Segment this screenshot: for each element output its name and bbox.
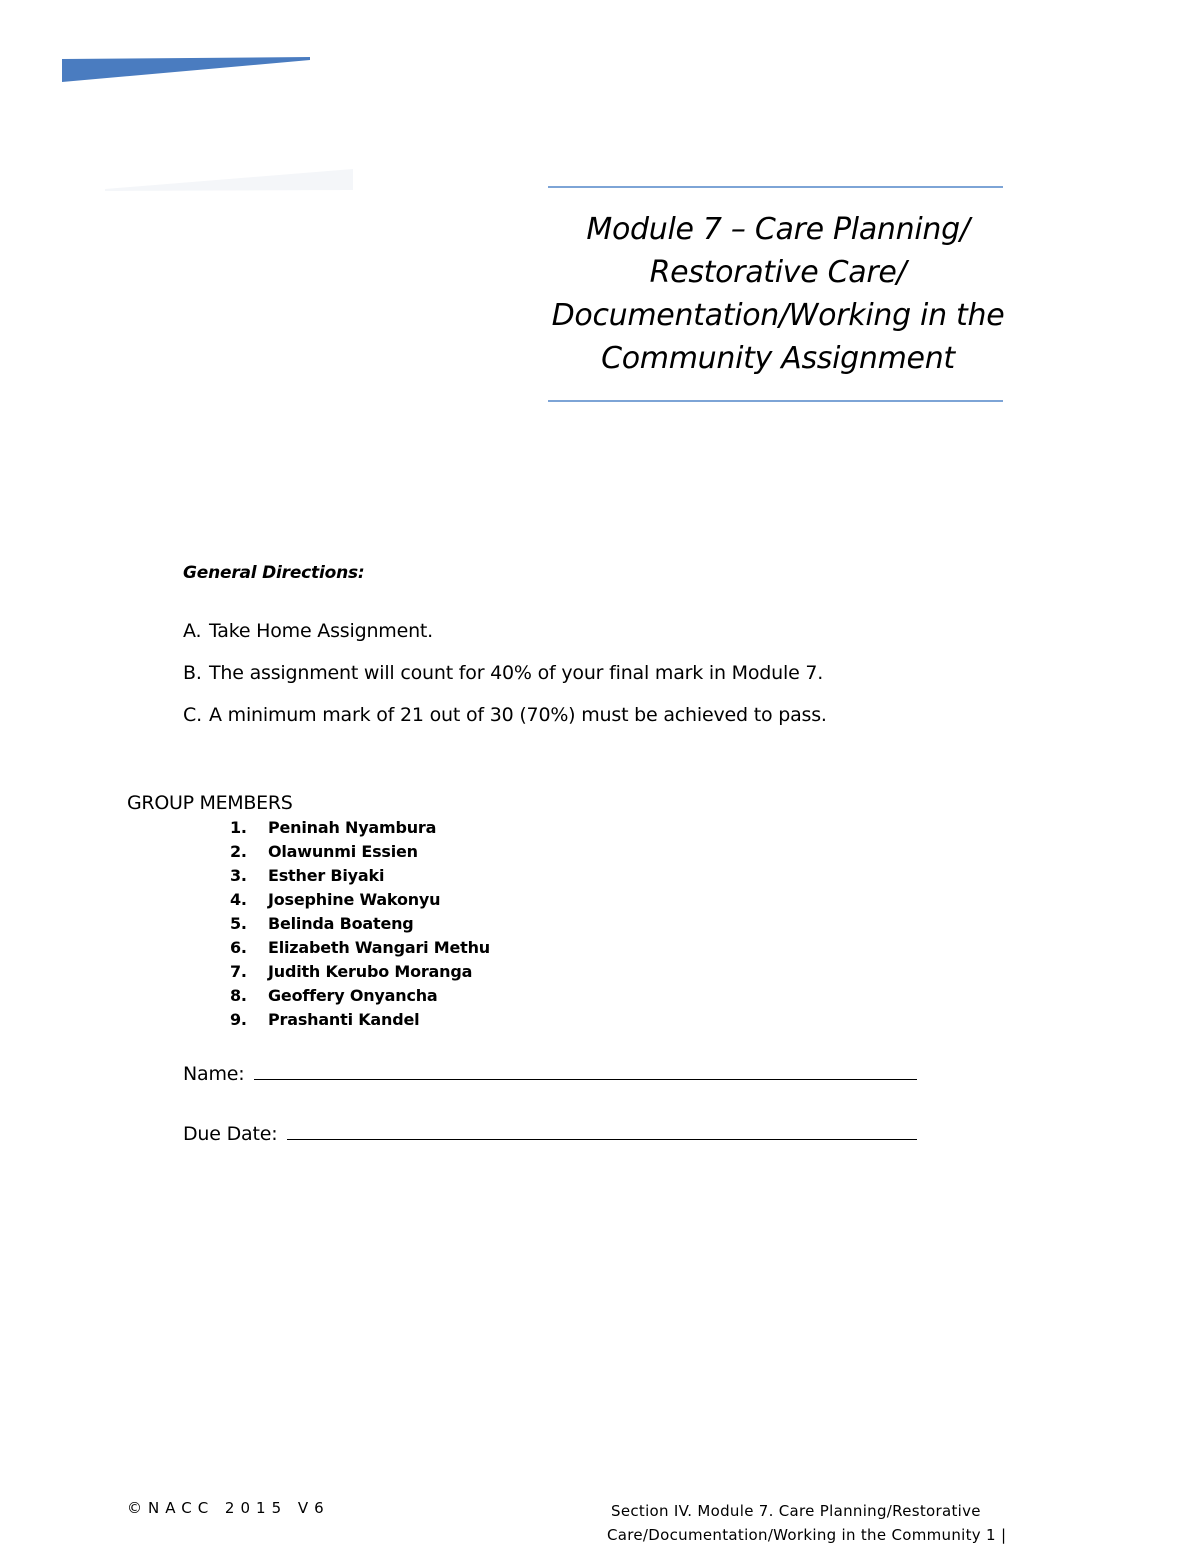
footer-line-2: Care/Documentation/Working in the Community 1 | <box>607 1526 1007 1544</box>
due-date-field <box>183 1123 917 1145</box>
direction-item <box>183 704 827 726</box>
member-name: Josephine Wakonyu <box>268 890 441 909</box>
member-name: Elizabeth Wangari Methu <box>268 938 490 957</box>
list-item <box>230 960 490 984</box>
list-item <box>230 912 490 936</box>
list-item <box>230 888 490 912</box>
list-item <box>230 936 490 960</box>
member-name: Peninah Nyambura <box>268 818 437 837</box>
direction-letter: B. <box>183 662 202 684</box>
logo-banner-shape <box>60 55 315 85</box>
member-number: 8. <box>230 986 247 1005</box>
name-field <box>183 1063 917 1085</box>
footer-copyright: ©NACC 2015 V6 <box>127 1499 330 1517</box>
member-number: 3. <box>230 866 247 885</box>
list-item <box>230 816 490 840</box>
direction-text: The assignment will count for 40% of your final mark in Module 7. <box>209 662 824 684</box>
list-item <box>230 984 490 1008</box>
name-blank-line[interactable] <box>254 1078 917 1080</box>
direction-letter: A. <box>183 620 202 642</box>
due-date-label: Due Date: <box>183 1123 278 1145</box>
direction-text: A minimum mark of 21 out of 30 (70%) must be achieved to pass. <box>209 704 827 726</box>
name-label: Name: <box>183 1063 245 1085</box>
direction-item <box>183 620 433 642</box>
title-line-3: Documentation/Working in the <box>551 298 1005 333</box>
member-number: 9. <box>230 1010 247 1029</box>
list-item <box>230 864 490 888</box>
member-number: 2. <box>230 842 247 861</box>
member-name: Esther Biyaki <box>268 866 385 885</box>
member-number: 5. <box>230 914 247 933</box>
footer-line-1: Section IV. Module 7. Care Planning/Restorative <box>611 1502 981 1520</box>
group-members-list <box>230 816 490 1032</box>
title-line-1: Module 7 – Care Planning/ <box>586 212 970 247</box>
member-number: 7. <box>230 962 247 981</box>
title-line-2: Restorative Care/ <box>649 255 907 290</box>
title-top-rule <box>548 186 1003 188</box>
direction-text: Take Home Assignment. <box>209 620 434 642</box>
group-members-heading: GROUP MEMBERS <box>127 792 293 814</box>
list-item <box>230 840 490 864</box>
due-date-blank-line[interactable] <box>287 1138 917 1140</box>
footer-section-info <box>607 1499 1027 1547</box>
direction-letter: C. <box>183 704 202 726</box>
member-name: Prashanti Kandel <box>268 1010 420 1029</box>
member-name: Belinda Boateng <box>268 914 414 933</box>
list-item <box>230 1008 490 1032</box>
logo-faint-stripe <box>105 165 355 195</box>
member-number: 4. <box>230 890 247 909</box>
direction-item <box>183 662 823 684</box>
title-line-4: Community Assignment <box>601 341 955 376</box>
title-bottom-rule <box>548 400 1003 402</box>
member-name: Geoffery Onyancha <box>268 986 438 1005</box>
document-title <box>548 208 1008 380</box>
member-name: Olawunmi Essien <box>268 842 418 861</box>
general-directions-heading: General Directions: <box>183 563 365 583</box>
member-number: 1. <box>230 818 247 837</box>
member-name: Judith Kerubo Moranga <box>268 962 473 981</box>
member-number: 6. <box>230 938 247 957</box>
